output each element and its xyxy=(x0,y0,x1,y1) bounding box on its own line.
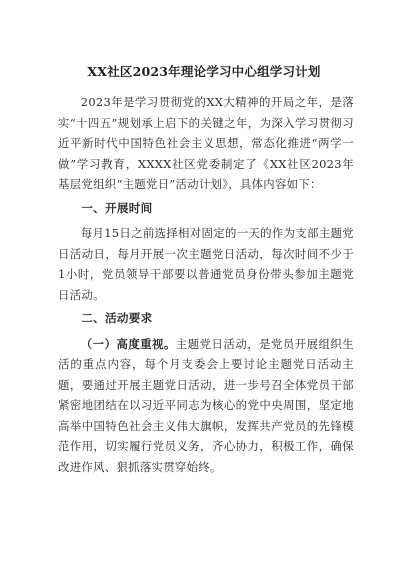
document-body xyxy=(58,92,354,477)
section-heading-schedule: 一、开展时间 xyxy=(81,200,153,215)
requirements-paragraph xyxy=(58,334,354,478)
document-title: XX社区2023年理论学习中心组学习计划 xyxy=(87,64,321,79)
intro-paragraph: 2023年是学习贯彻党的XX大精神的开局之年，是落实“十四五”规划承上启下的关键之年，为深入学习贯彻习近平新时代中国特色社会主义思想，常态化推进“两学一做”学习教育，XXXX社区党委制定了《XX社区2023年基层党组织“主题党日”活动计划》，具体内容如下： xyxy=(58,95,354,191)
section-heading-requirements: 二、活动要求 xyxy=(81,311,153,325)
requirement-item-text: 主题党日活动，是党员开展组织生活的重点内容，每个月支委会上要讨论主题党日活动主题，要通过开展主题党日活动，进一步号召全体党员干部紧密地团结在以习近平同志为核心的党中央周围，坚定地高举中国特色社会主义伟大旗帜，发挥共产党员的先锋模范作用，切实履行党员义务，齐心协力，积极工作，确保改进作风、狠抓落实贯穿始终。 xyxy=(58,336,354,474)
schedule-paragraph: 每月15日之前选择相对固定的一天的作为支部主题党日活动日，每月开展一次主题党日活动，每次时间不少于1小时，党员领导干部要以普通党员身份带头参加主题党日活动。 xyxy=(58,226,354,302)
requirement-item-label: （一）高度重视。 xyxy=(80,336,176,351)
